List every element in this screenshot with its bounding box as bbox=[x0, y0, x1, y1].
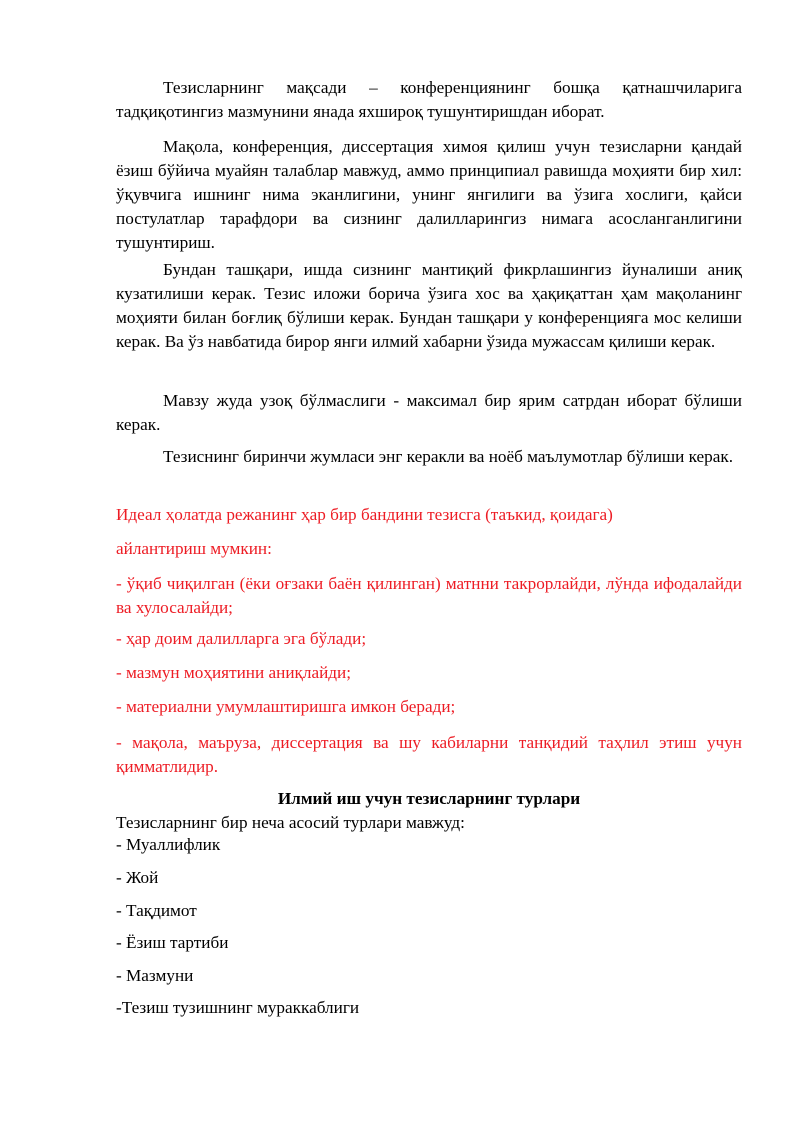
red-list-item: - мазмун моҳиятини аниқлайди; bbox=[116, 663, 351, 682]
paragraph-first-sentence: Тезиснинг биринчи жумласи энг керакли ва ноёб маълумотлар бўлиши керак. bbox=[163, 447, 734, 466]
type-list-item: - Тақдимот bbox=[116, 901, 197, 920]
type-list-item: - Ёзиш тартиби bbox=[116, 933, 229, 952]
red-list-item: - материални умумлаштиришга имкон беради; bbox=[116, 697, 456, 716]
red-list-item: - мақола, маъруза, диссертация ва шу кабиларни танқидий таҳлил этиш учун қимматлидир. bbox=[116, 733, 742, 776]
red-list-item: - ҳар доим далилларга эга бўлади; bbox=[116, 629, 367, 648]
section-heading: Илмий иш учун тезисларнинг турлари bbox=[277, 789, 581, 808]
type-list-item: - Жой bbox=[116, 868, 159, 887]
red-list-item: - ўқиб чиқилган (ёки оғзаки баён қилинган) матнни такрорлайди, лўнда ифодалайди ва хулосалайди; bbox=[116, 574, 742, 617]
paragraph-logic: Бундан ташқари, ишда сизнинг мантиқий фикрлашингиз йуналиши аниқ кузатилиши керак. Тезис иложи борича ўзига хос ва ҳақиқаттан ҳам мақоланинг моҳияти билан боғлиқ бўлиши керак. Бундан ташқари у конференцияга мос келиши керак. Ва ўз навбатида бирор янги илмий хабарни ўзида мужассам қилиши керак. bbox=[116, 260, 742, 351]
paragraph-topic-length: Мавзу жуда узоқ бўлмаслиги - максимал бир ярим сатрдан иборат бўлиши керак. bbox=[116, 391, 742, 434]
red-intro-line-2: айлантириш мумкин: bbox=[116, 539, 272, 558]
type-list-item: - Муаллифлик bbox=[116, 835, 221, 854]
section-intro: Тезисларнинг бир неча асосий турлари мавжуд: bbox=[116, 813, 465, 832]
paragraph-requirements: Мақола, конференция, диссертация химоя қилиш учун тезисларни қандай ёзиш бўйича муайян талаблар мавжуд, аммо принципиал равишда моҳияти бир хил: ўқувчига ишнинг нима эканлигини, унинг янгилиги ва ўзига хослиги, қайси постулатлар тарафдори ва сизнинг далилларингиз нимага асосланганлигини тушунтириш. bbox=[116, 137, 742, 252]
type-list-item: - Мазмуни bbox=[116, 966, 194, 985]
red-intro-line-1: Идеал ҳолатда режанинг ҳар бир бандини тезисга (таъкид, қоидага) bbox=[116, 505, 613, 524]
paragraph-purpose: Тезисларнинг мақсади – конференциянинг бошқа қатнашчиларига тадқиқотингиз мазмунини янада яхшироқ тушунтиришдан иборат. bbox=[116, 78, 742, 121]
type-list-item: -Тезиш тузишнинг мураккаблиги bbox=[116, 998, 360, 1017]
